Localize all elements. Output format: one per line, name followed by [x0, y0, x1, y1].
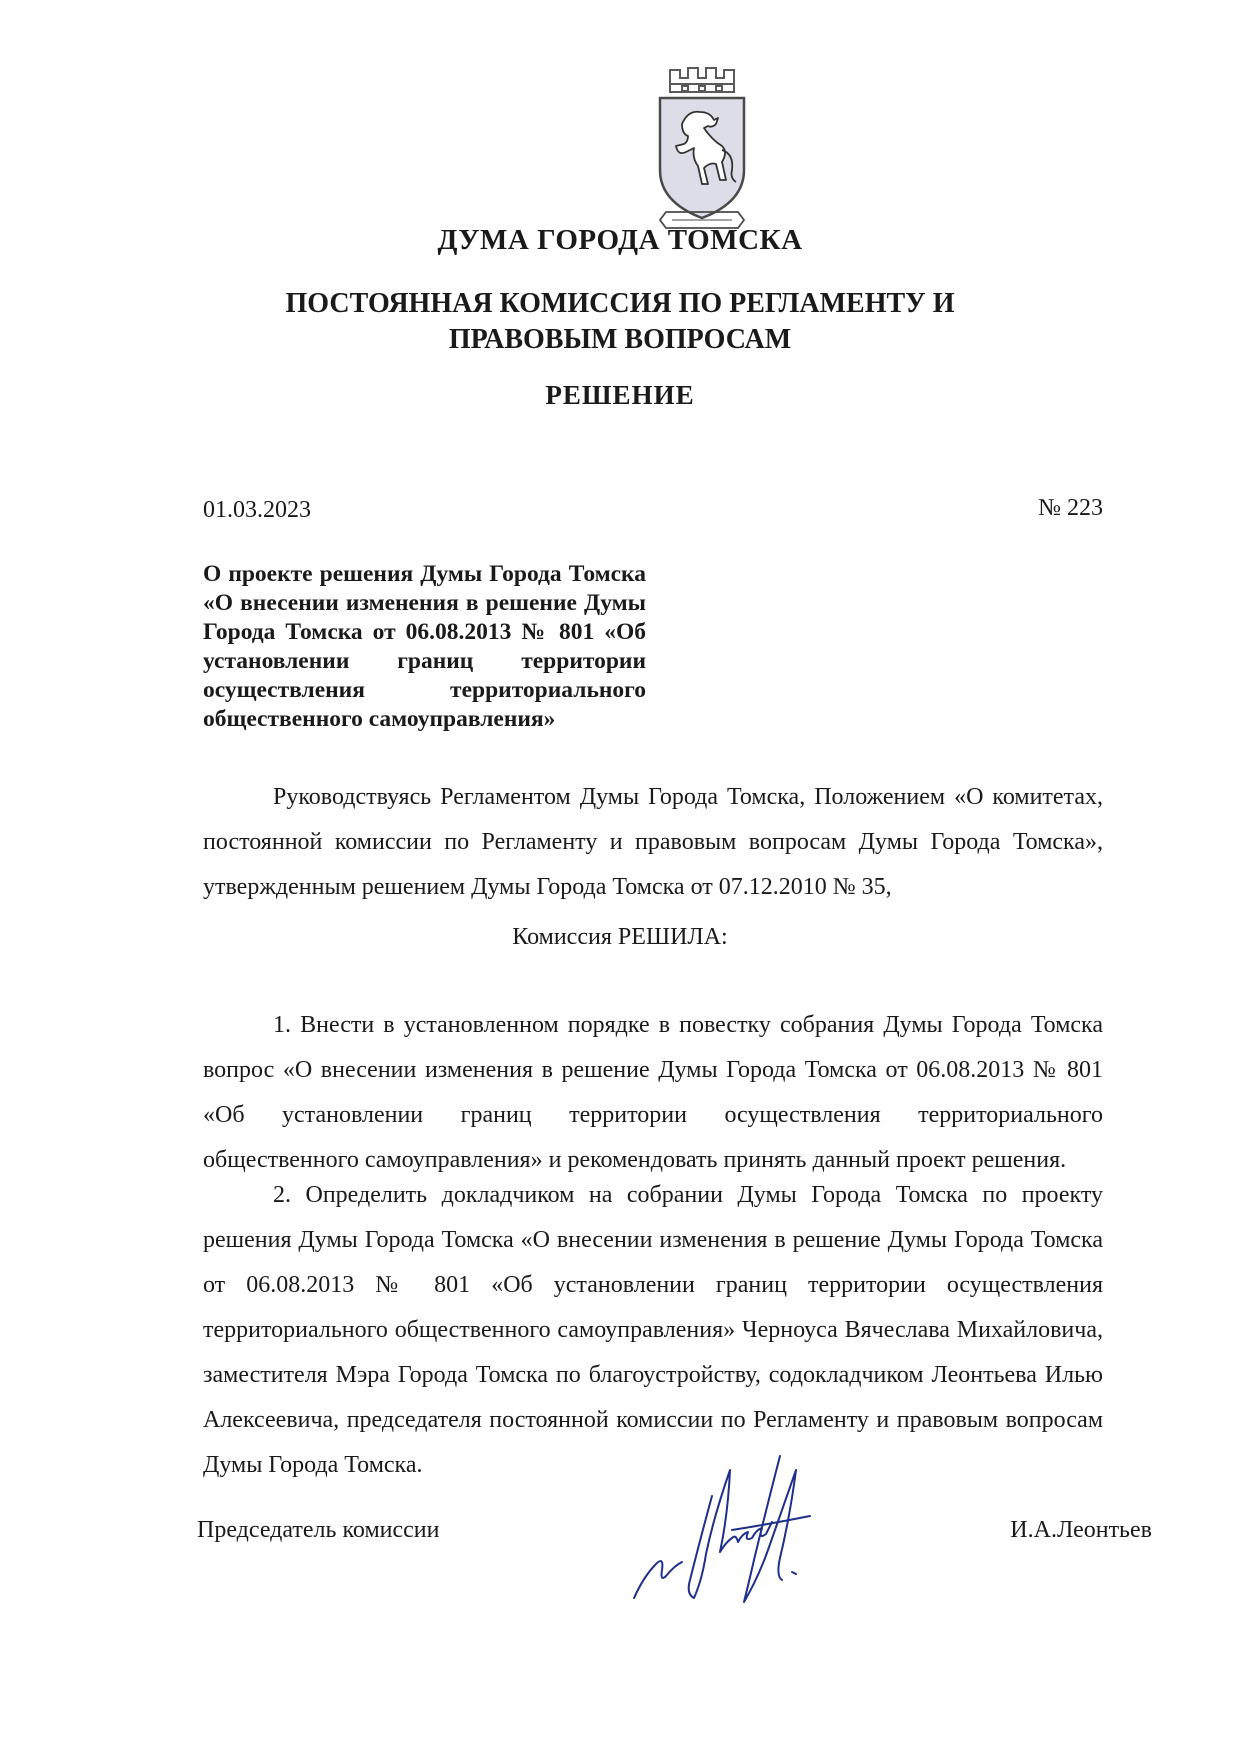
document-subject: О проекте решения Думы Города Томска «О внесении изменения в решение Думы Города Томска от 06.08.2013 № 801 «Об установлении границ территории осуществления территориального общественного самоуправления»	[203, 561, 646, 732]
signatory-name: И.А.Леонтьев	[1010, 1517, 1152, 1543]
document-type: РЕШЕНИЕ	[545, 380, 695, 410]
coat-of-arms-icon	[652, 62, 752, 234]
resolution-item-1: 1. Внести в установленном порядке в повестку собрания Думы Города Томска вопрос «О внесении изменения в решение Думы Города Томска от 06.08.2013 № 801 «Об установлении границ территории осуществления территориального общественного самоуправления» и рекомендовать принять данный проект решения.	[203, 1012, 1103, 1173]
organization-title: ДУМА ГОРОДА ТОМСКА	[437, 224, 803, 256]
document-number: № 223	[1038, 495, 1103, 521]
preamble-paragraph: Руководствуясь Регламентом Думы Города Томска, Положением «О комитетах, постоянной комиссии по Регламенту и правовым вопросам Думы Города Томска», утвержденным решением Думы Города Томска от 07.12.2010 № 35,	[203, 784, 1103, 900]
resolved-heading: Комиссия РЕШИЛА:	[512, 924, 728, 950]
handwritten-signature	[620, 1430, 860, 1610]
commission-title: ПОСТОЯННАЯ КОМИССИЯ ПО РЕГЛАМЕНТУ И ПРАВОВЫМ ВОПРОСАМ	[285, 288, 955, 355]
signatory-position: Председатель комиссии	[197, 1517, 440, 1543]
resolution-item-2: 2. Определить докладчиком на собрании Думы Города Томска по проекту решения Думы Города Томска «О внесении изменения в решение Думы Города Томска от 06.08.2013 № 801 «Об установлении границ территории осуществления территориального общественного самоуправления» Черноуса Вячеслава Михайловича, заместителя Мэра Города Томска по благоустройству, содокладчиком Леонтьева Илью Алексеевича, председателя постоянной комиссии по Регламенту и правовым вопросам Думы Города Томска.	[203, 1182, 1103, 1478]
document-date: 01.03.2023	[203, 497, 311, 523]
